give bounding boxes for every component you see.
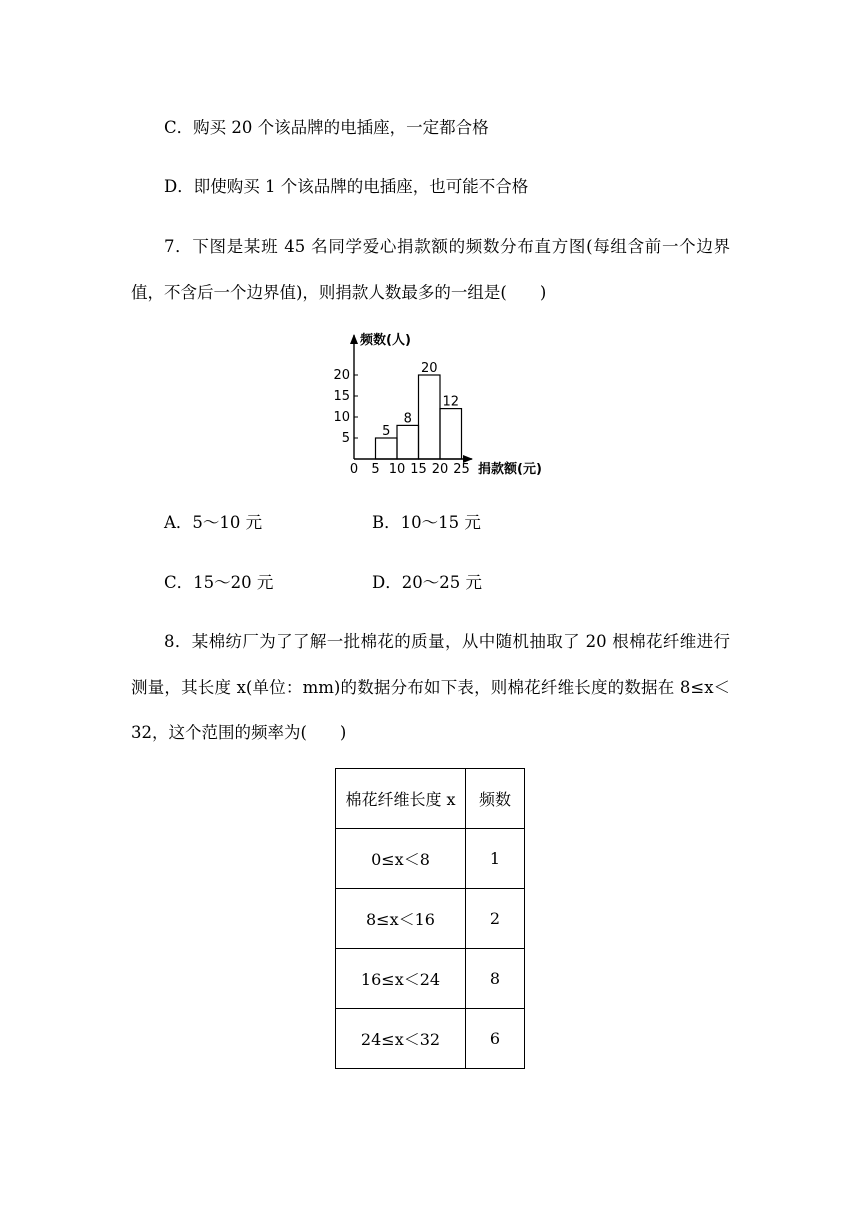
q7-stem-line1: 7．下图是某班 45 名同学爱心捐款额的频数分布直方图(每组含前一个边界	[164, 237, 730, 256]
table-cell-range: 8≤x＜16	[336, 889, 466, 949]
table-cell-range: 24≤x＜32	[336, 1009, 466, 1069]
histogram-bar	[376, 438, 398, 459]
y-tick-label: 20	[333, 368, 350, 383]
fiber-length-table	[335, 768, 525, 1069]
histogram-bar	[397, 425, 419, 459]
x-tick-label: 20	[431, 462, 449, 477]
table-row	[336, 1009, 525, 1069]
table-cell-count: 1	[466, 829, 525, 889]
q7-option-b: B．10～15 元	[372, 513, 481, 532]
table-cell-count: 8	[466, 949, 525, 1009]
x-tick-label: 0	[349, 462, 359, 477]
histogram-bar	[419, 375, 441, 459]
bar-data-label: 20	[420, 361, 438, 376]
table-header-row	[336, 769, 525, 829]
q7-option-d: D．20～25 元	[372, 573, 482, 592]
bar-data-label: 5	[382, 424, 391, 439]
table-cell-count: 6	[466, 1009, 525, 1069]
table-row	[336, 829, 525, 889]
q7-option-c: C．15～20 元	[164, 573, 274, 592]
histogram-bar	[440, 409, 462, 459]
x-axis-title: 捐款额(元)	[478, 462, 542, 477]
q6-option-c: C．购买 20 个该品牌的电插座，一定都合格	[164, 118, 489, 137]
bar-data-label: 12	[442, 394, 460, 410]
table-cell-range: 16≤x＜24	[336, 949, 466, 1009]
table-header-length: 棉花纤维长度 x	[336, 769, 466, 829]
x-tick-label: 15	[410, 462, 427, 477]
y-tick-label: 15	[333, 389, 350, 404]
q6-option-d: D．即使购买 1 个该品牌的电插座，也可能不合格	[164, 177, 529, 196]
y-tick-label: 10	[333, 410, 350, 425]
x-tick-label: 25	[453, 462, 470, 477]
table-cell-range: 0≤x＜8	[336, 829, 466, 889]
y-axis-title: 频数(人)	[360, 333, 411, 348]
q7-stem-line2: 值，不含后一个边界值)，则捐款人数最多的一组是( )	[131, 283, 547, 302]
table-header-frequency: 频数	[466, 769, 525, 829]
q8-stem-line2: 测量，其长度 x(单位：mm)的数据分布如下表，则棉花纤维长度的数据在 8≤x＜	[131, 678, 730, 697]
q8-stem-line3: 32，这个范围的频率为( )	[131, 723, 347, 742]
q7-option-a: A．5～10 元	[164, 513, 263, 532]
y-tick-label: 5	[341, 431, 350, 446]
q8-stem-line1: 8．某棉纺厂为了了解一批棉花的质量，从中随机抽取了 20 根棉花纤维进行	[164, 632, 730, 651]
table-cell-count: 2	[466, 889, 525, 949]
x-tick-label: 10	[388, 462, 406, 477]
x-tick-label: 5	[371, 462, 380, 477]
histogram-chart	[320, 327, 560, 487]
bar-data-label: 8	[403, 411, 412, 427]
table-row	[336, 949, 525, 1009]
table-row	[336, 889, 525, 949]
